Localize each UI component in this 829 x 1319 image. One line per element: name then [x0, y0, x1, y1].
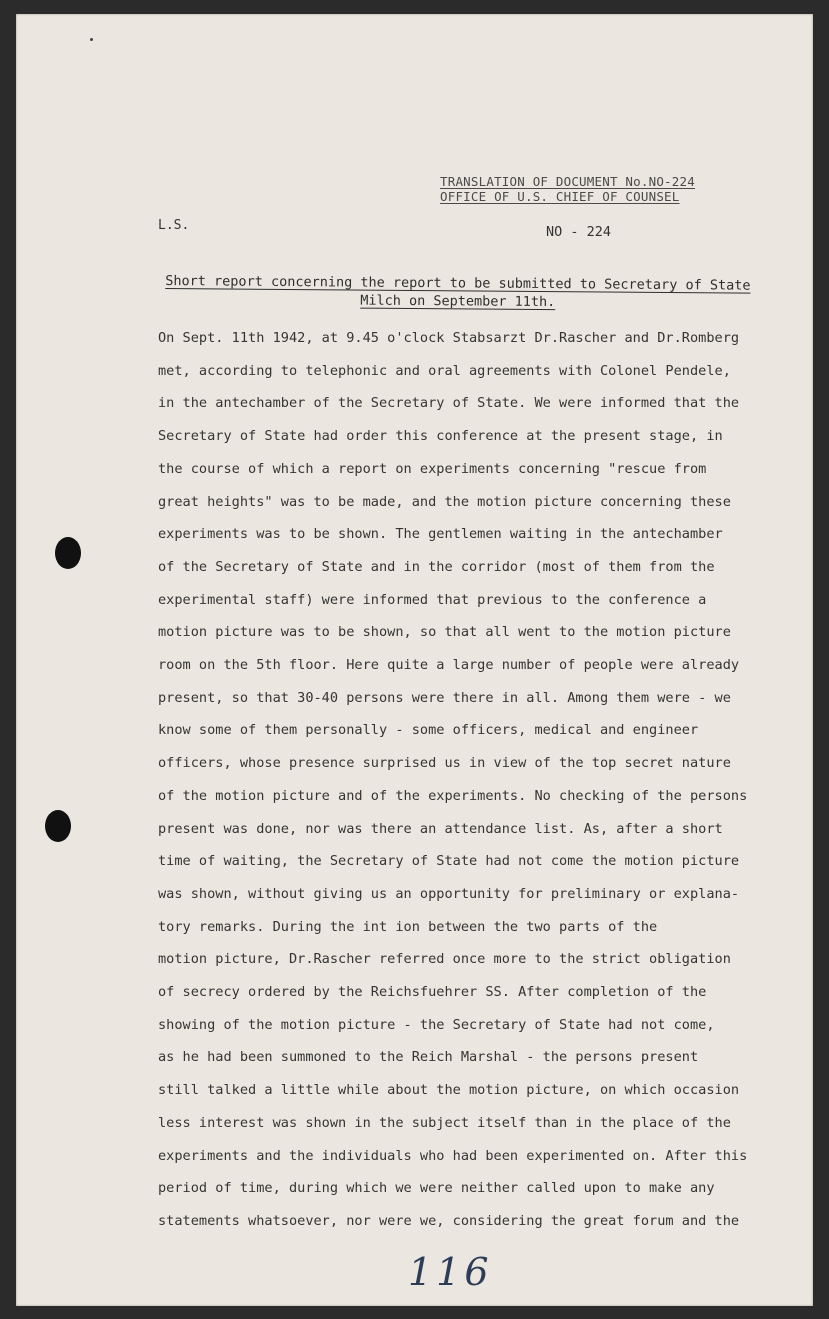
punch-hole-bottom [45, 810, 71, 842]
body-line: less interest was shown in the subject itself than in the place of the [158, 1114, 731, 1131]
punch-hole-top [55, 537, 81, 569]
body-line: in the antechamber of the Secretary of State. We were informed that the [158, 395, 740, 412]
body-line: was shown, without giving us an opportunity for preliminary or explana- [158, 885, 740, 902]
title-line-1: Short report concerning the report to be submitted to Secretary of State [165, 273, 751, 294]
header-line-1: TRANSLATION OF DOCUMENT No.NO-224 [440, 174, 695, 189]
title-line-2: Milch on September 11th. [360, 292, 556, 311]
body-line: Secretary of State had order this conference at the present stage, in [158, 428, 723, 445]
body-line: officers, whose presence surprised us in view of the top secret nature [158, 755, 731, 772]
body-line: still talked a little while about the motion picture, on which occasion [158, 1082, 740, 1099]
body-line: motion picture, Dr.Rascher referred once more to the strict obligation [158, 951, 731, 968]
body-line: of secrecy ordered by the Reichsfuehrer SS. After completion of the [158, 984, 707, 1001]
body-line: statements whatsoever, nor were we, considering the great forum and the [158, 1212, 740, 1229]
translation-header [440, 174, 695, 204]
body-line: On Sept. 11th 1942, at 9.45 o'clock Stabsarzt Dr.Rascher and Dr.Romberg [158, 330, 740, 346]
header-line-2: OFFICE OF U.S. CHIEF OF COUNSEL [440, 189, 680, 204]
body-line: great heights" was to be made, and the motion picture concerning these [158, 493, 731, 510]
handwritten-page-number: 116 [408, 1250, 493, 1294]
body-line: of the motion picture and of the experiments. No checking of the persons [158, 787, 748, 804]
initials: L.S. [158, 218, 190, 233]
body-line: the course of which a report on experiments concerning "rescue from [158, 460, 707, 477]
body-line: experimental staff) were informed that previous to the conference a [158, 591, 707, 608]
body-line: room on the 5th floor. Here quite a large number of people were already [158, 657, 740, 674]
report-title [160, 272, 756, 313]
document-page [16, 14, 813, 1306]
body-line: motion picture was to be shown, so that all went to the motion picture [158, 624, 731, 641]
body-line: experiments and the individuals who had been experimented on. After this [158, 1147, 748, 1164]
body-line: present, so that 30-40 persons were there in all. Among them were - we [158, 689, 731, 706]
body-line: as he had been summoned to the Reich Marshal - the persons present [158, 1049, 699, 1066]
speck [90, 38, 93, 41]
body-line: period of time, during which we were neither called upon to make any [158, 1180, 715, 1197]
body-line: time of waiting, the Secretary of State had not come the motion picture [158, 853, 740, 870]
body-line: present was done, nor was there an attendance list. As, after a short [158, 820, 723, 837]
body-line: know some of them personally - some officers, medical and engineer [158, 722, 699, 739]
report-body [158, 322, 778, 1238]
document-number: NO - 224 [546, 224, 612, 240]
body-line: showing of the motion picture - the Secretary of State had not come, [158, 1016, 715, 1033]
body-line: of the Secretary of State and in the corridor (most of them from the [158, 558, 715, 575]
body-line: tory remarks. During the int ion between the two parts of the [158, 918, 658, 935]
body-line: met, according to telephonic and oral agreements with Colonel Pendele, [158, 362, 731, 379]
body-line: experiments was to be shown. The gentlemen waiting in the antechamber [158, 526, 723, 543]
